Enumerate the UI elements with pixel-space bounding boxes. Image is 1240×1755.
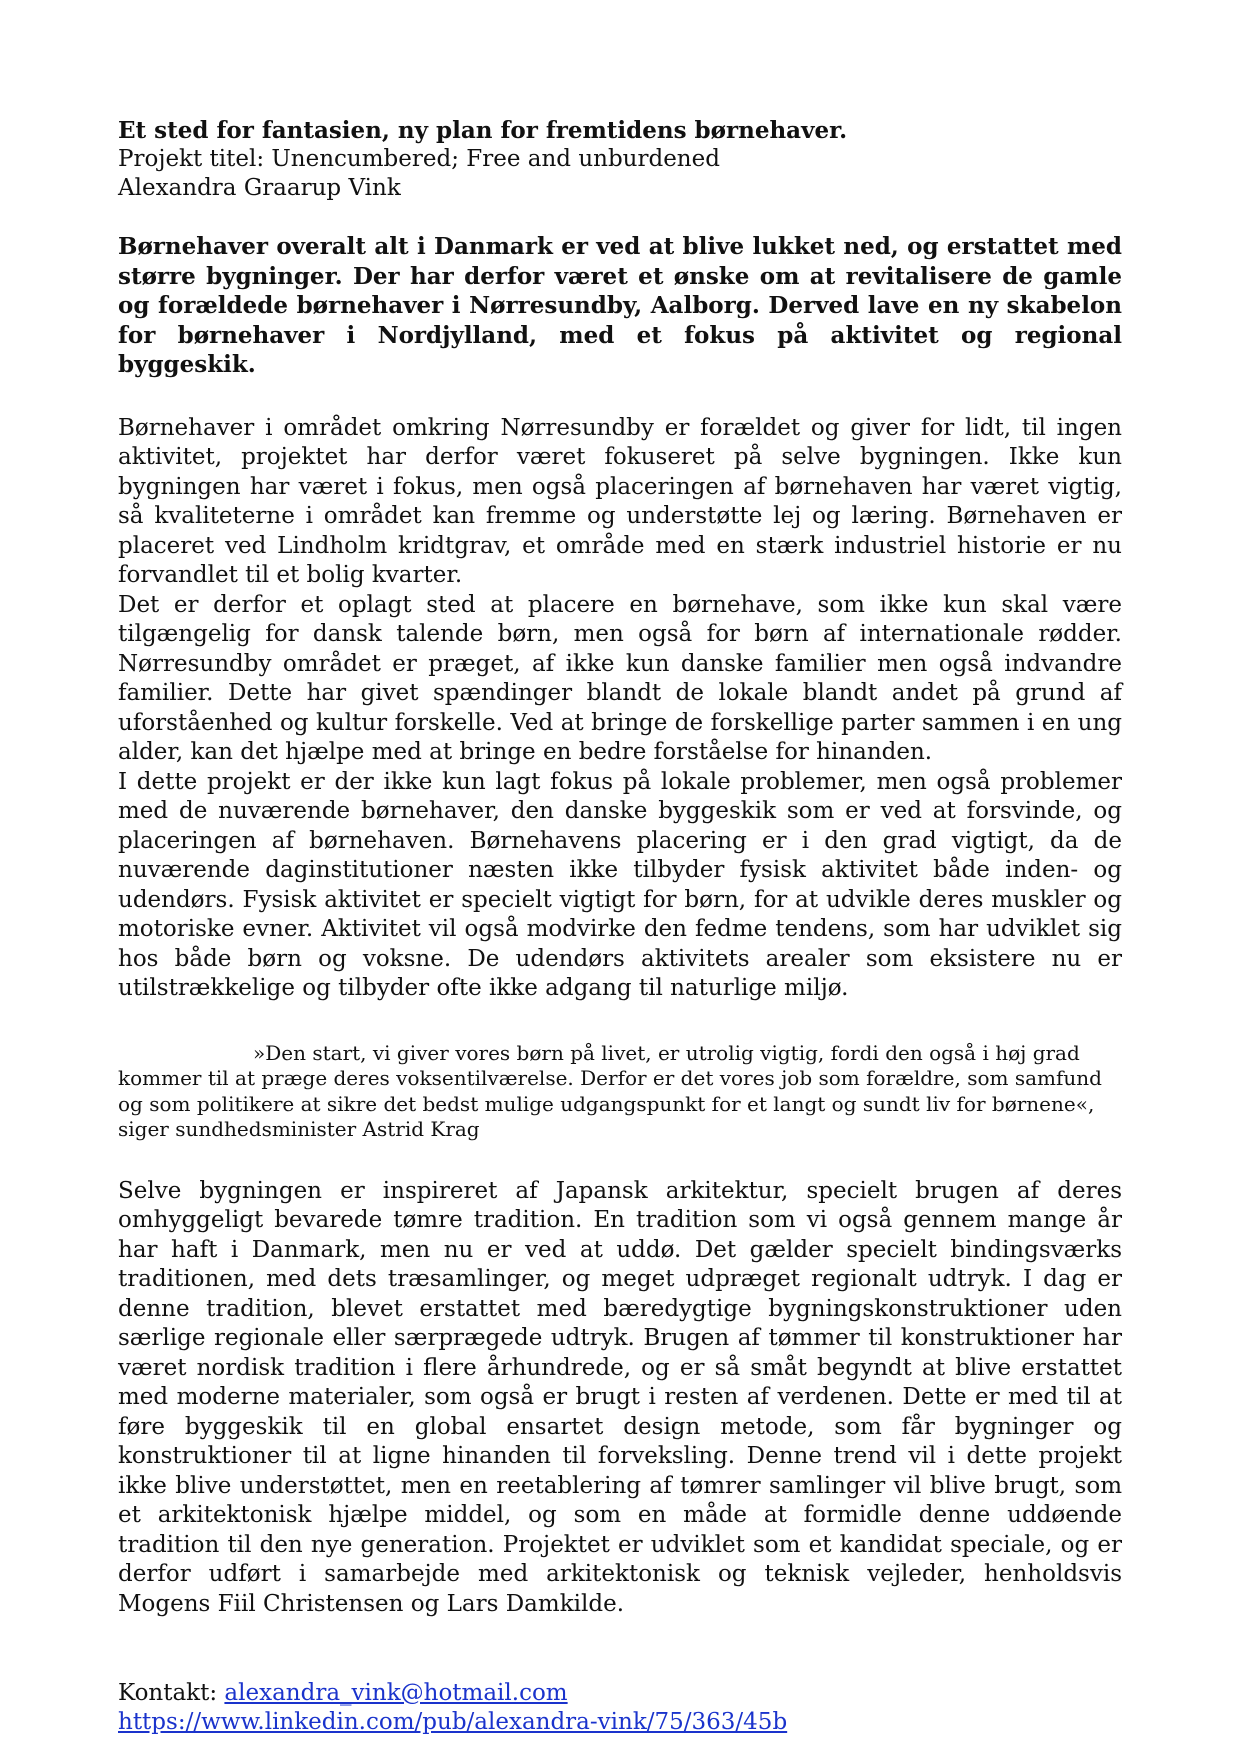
closing-paragraph: Selve bygningen er inspireret af Japansk arkitektur, specielt brugen af deres omhyggeligt bevarede tømre tradition. En tradition som vi også gennem mange år har haft i Danmark, men nu er ved at uddø. Det gælder specielt bindingsværks traditionen, med dets træsamlinger, og meget udpræget regionalt udtryk. I dag er denne tradition, blevet erstattet med bæredygtige bygningskonstruktioner uden særlige regionale eller særprægede udtryk. Brugen af tømmer til konstruktioner har været nordisk tradition i flere århundrede, og er så småt begyndt at blive erstattet med moderne materialer, som også er brugt i resten af verdenen. Dette er med til at føre byggeskik til en global ensartet design metode, som får bygninger og konstruktioner til at ligne hinanden til forveksling. Denne trend vil i dette projekt ikke blive understøttet, men en reetablering af tømrer samlinger vil blive brugt, som et arkitektonisk hjælpe middel, og som en måde at formidle denne uddøende tradition til den nye generation. Projektet er udviklet som et kandidat speciale, og er derfor udført i samarbejde med arkitektonisk og teknisk vejleder, henholdsvis Mogens Fiil Christensen og Lars Damkilde.: [118, 1177, 1122, 1617]
body-text: [118, 414, 1122, 1004]
author-name: Alexandra Graarup Vink: [118, 175, 401, 201]
linkedin-link[interactable]: https://www.linkedin.com/pub/alexandra-vink/75/363/45b: [118, 1709, 788, 1735]
body-paragraph: I dette projekt er der ikke kun lagt fokus på lokale problemer, men også problemer med de nuværende børnehaver, den danske byggeskik som er ved at forsvinde, og placeringen af børnehaven. Børnehavens placering er i den grad vigtigt, da de nuværende daginstitutioner næsten ikke tilbyder fysisk aktivitet både inden- og udendørs. Fysisk aktivitet er specielt vigtigt for børn, for at udvikle deres muskler og motoriske evner. Aktivitet vil også modvirke den fedme tendens, som har udviklet sig hos både børn og voksne. De udendørs aktivitets arealer som eksistere nu er utilstrækkelige og tilbyder ofte ikke adgang til naturlige miljø.: [118, 768, 1122, 1001]
body-paragraph: Børnehaver i området omkring Nørresundby er forældet og giver for lidt, til ingen aktivitet, projektet har derfor været fokuseret på selve bygningen. Ikke kun bygningen har været i fokus, men også placeringen af børnehaven har været vigtig, så kvaliteterne i området kan fremme og understøtte lej og læring. Børnehaven er placeret ved Lindholm kridtgrav, et område med en stærk industriel historie er nu forvandlet til et bolig kvarter.: [118, 414, 1122, 588]
project-title: Projekt titel: Unencumbered; Free and unburdened: [118, 146, 720, 172]
body-paragraph: Det er derfor et oplagt sted at placere en børnehave, som ikke kun skal være tilgængelig for dansk talende børn, men også for børn af internationale rødder. Nørresundby området er præget, af ikke kun danske familier men også indvandre familier. Dette har givet spændinger blandt de lokale blandt andet på grund af uforståenhed og kultur forskelle. Ved at bringe de forskellige parter sammen i en ung alder, kan det hjælpe med at bringe en bedre forståelse for hinanden.: [118, 591, 1122, 765]
lead-paragraph: Børnehaver overalt alt i Danmark er ved at blive lukket ned, og erstattet med større bygninger. Der har derfor været et ønske om at revitalisere de gamle og forældede børnehaver i Nørresundby, Aalborg. Derved lave en ny skabelon for børnehaver i Nordjylland, med et fokus på aktivitet og regional byggeskik.: [118, 233, 1122, 378]
contact-section: [118, 1679, 1122, 1737]
contact-label: Kontakt:: [118, 1680, 218, 1706]
email-link[interactable]: alexandra_vink@hotmail.com: [224, 1680, 568, 1706]
contact-line: [118, 1679, 1122, 1708]
linkedin-line: [118, 1708, 1122, 1737]
document-page: [118, 116, 1122, 1737]
quote-block: »Den start, vi giver vores børn på livet, er utrolig vigtig, fordi den også i høj grad kommer til at præge deres voksentilværelse. Derfor er det vores job som forældre, som samfund og som politikere at sikre det bedst mulige udgangspunkt for et langt og sundt liv for børnene«, siger sundhedsminister Astrid Krag: [118, 1040, 1102, 1141]
document-title: Et sted for fantasien, ny plan for fremtidens børnehaver.: [118, 117, 848, 144]
